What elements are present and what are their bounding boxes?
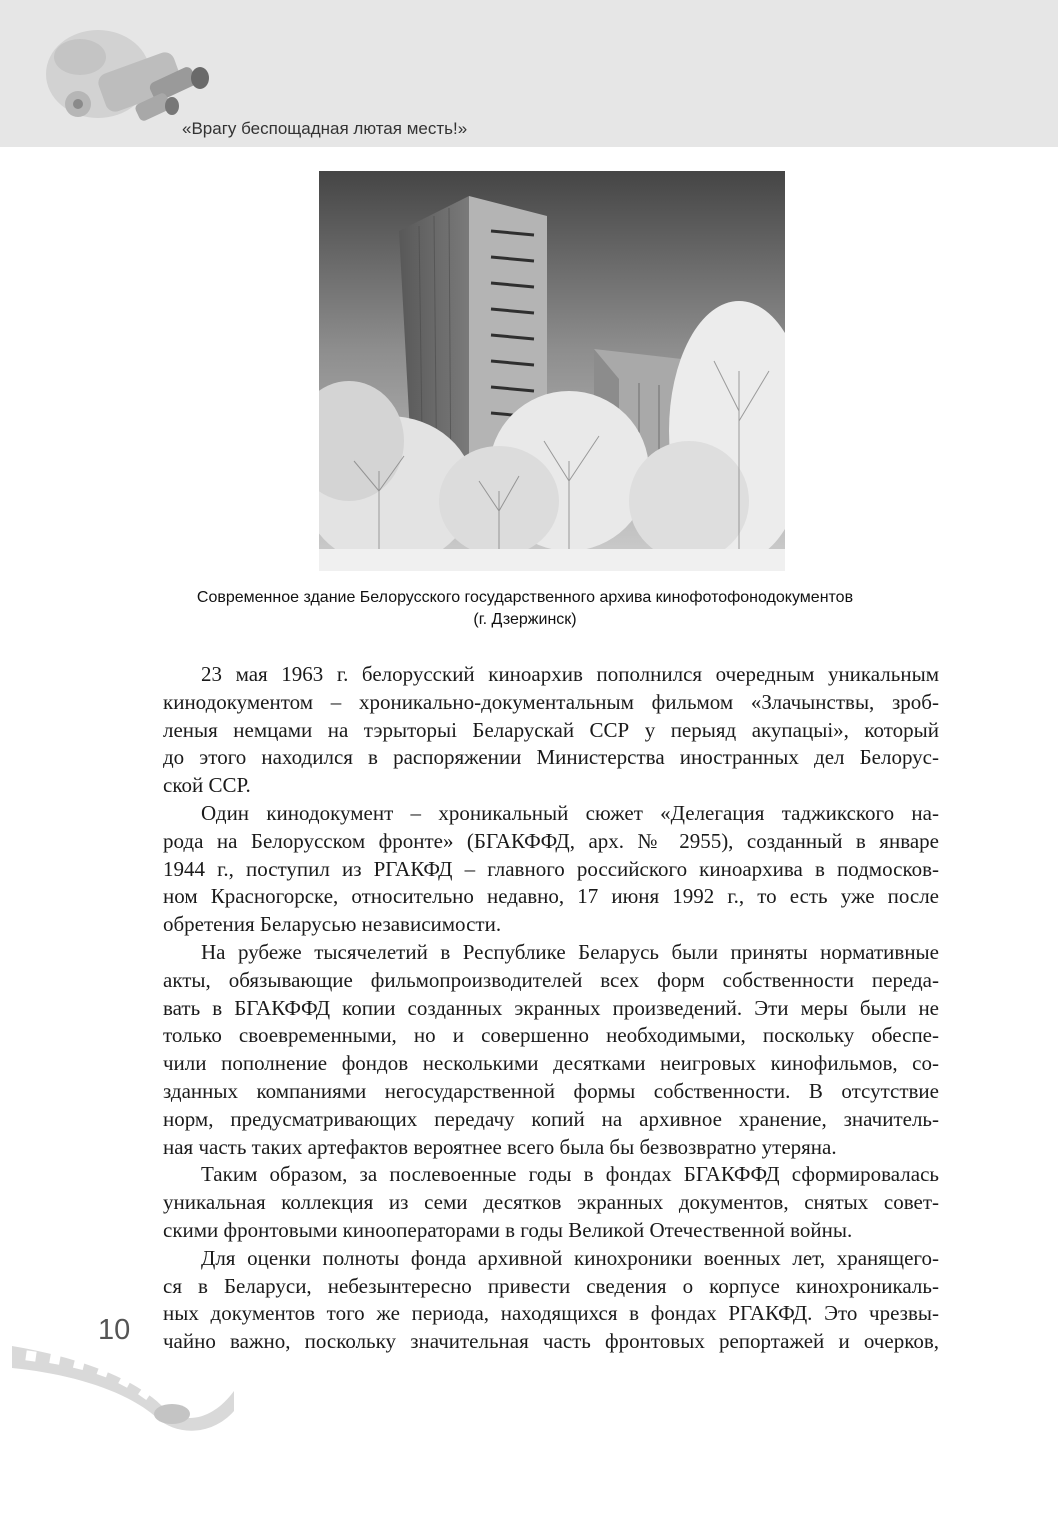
text-line: 23 мая 1963 г. белорусский киноархив пополнился очередным уникальным (201, 662, 939, 686)
text-line: вать в БГАКФФД копии созданных экранных произведений. Эти меры были не (163, 995, 939, 1020)
text-line: зданных компаниями негосударственной формы собственности. В отсутствие (163, 1078, 939, 1103)
text-line: кинодокументом – хроникально-документальным фильмом «Злачынствы, зроб- (163, 689, 939, 714)
text-line: чайно важно, поскольку значительная часть фронтовых репортажей и очерков, (163, 1329, 939, 1354)
text-line: ся в Беларуси, небезынтересно привести сведения о корпусе кинохроникаль- (163, 1273, 939, 1298)
body-text (163, 661, 939, 1356)
text-line: Один кинодокумент – хроникальный сюжет «Делегация таджикского на- (201, 800, 939, 825)
text-line: Таким образом, за послевоенные годы в фондах БГАКФФД сформировалась (201, 1162, 939, 1187)
text-line: только своевременными, но и совершенно необходимыми, поскольку обеспе- (163, 1023, 939, 1048)
text-line: ской ССР. (163, 773, 251, 798)
text-line: чили пополнение фондов несколькими десятками неигровых кинофильмов, со- (163, 1051, 939, 1076)
text-line: ных документов того же периода, находящихся в фондах РГАКФД. Это чрезвы- (163, 1301, 939, 1326)
text-line: Для оценки полноты фонда архивной кинохроники военных лет, хранящего- (201, 1245, 939, 1270)
paragraph (163, 800, 939, 939)
running-head: «Врагу беспощадная лютая месть!» (182, 119, 468, 138)
caption-line: Современное здание Белорусского государственного архива кинофотофонодокументов (196, 589, 854, 606)
text-line: рода на Белорусском фронте» (БГАКФФД, арх. № 2955), созданный в январе (163, 828, 939, 853)
text-line: ная часть таких артефактов вероятнее всего была бы безвозвратно утеряна. (163, 1134, 837, 1159)
text-line: до этого находился в распоряжении Министерства иностранных дел Белорус- (163, 745, 939, 770)
text-line: норм, предусматривающих передачу копий на архивное хранение, значитель- (163, 1106, 939, 1131)
photo-caption (150, 587, 900, 631)
text-line: акты, обязывающие фильмопроизводителей всех форм собственности переда- (163, 967, 939, 992)
archive-building-photo (319, 171, 785, 571)
paragraph (163, 939, 939, 1161)
text-line: леныя немцами на тэрыторыі Беларускай ССР у перыяд акупацыі», который (163, 717, 939, 742)
text-line: 1944 г., поступил из РГАКФД – главного российского киноархива в подмосков- (163, 856, 939, 881)
text-line: На рубеже тысячелетий в Республике Беларусь были приняты нормативные (201, 939, 939, 964)
text-line: ном Красногорске, относительно недавно, 17 июня 1992 г., то есть уже после (163, 884, 939, 909)
page-number: 10 (98, 1314, 131, 1346)
header-band (0, 0, 1058, 147)
paragraph (163, 1245, 939, 1356)
caption-line: (г. Дзержинск) (473, 611, 577, 628)
text-line: обретения Беларусью независимости. (163, 912, 502, 937)
paragraph (163, 1161, 939, 1244)
film-strip-icon (12, 1336, 237, 1431)
paragraph (163, 661, 939, 800)
text-line: уникальная коллекция из семи десятков экранных документов, снятых совет- (163, 1190, 939, 1215)
text-line: скими фронтовыми кинооператорами в годы Великой Отечественной войны. (163, 1217, 853, 1242)
